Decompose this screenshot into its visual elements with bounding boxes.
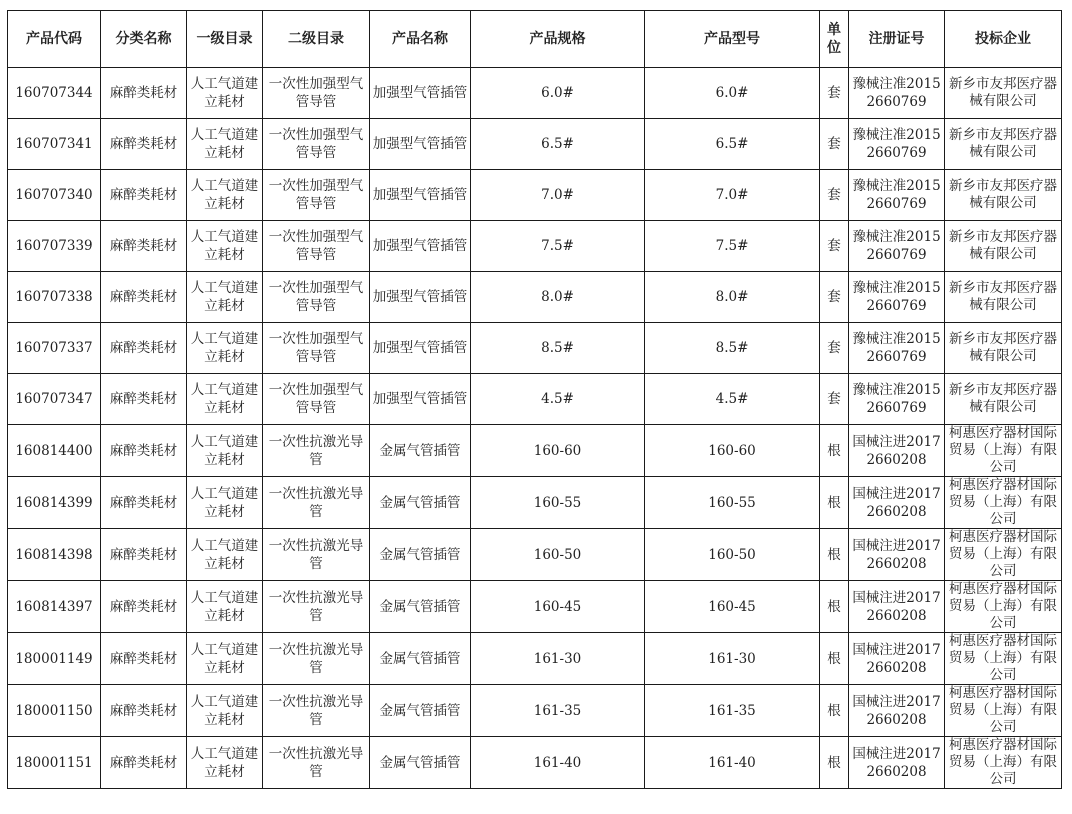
unit-cell: 套 xyxy=(820,119,849,170)
category-name-cell: 麻醉类耗材 xyxy=(101,374,187,425)
column-header-product-model: 产品型号 xyxy=(645,11,820,68)
product-name-cell: 加强型气管插管 xyxy=(370,374,471,425)
unit-cell: 套 xyxy=(820,272,849,323)
category-name-cell: 麻醉类耗材 xyxy=(101,221,187,272)
product-model-cell: 160-55 xyxy=(645,477,820,529)
registration-no-cell: 国械注进20172660208 xyxy=(849,477,945,529)
product-spec-cell: 7.0# xyxy=(471,170,645,221)
product-table xyxy=(7,10,1062,789)
unit-cell: 套 xyxy=(820,323,849,374)
product-name-cell: 金属气管插管 xyxy=(370,425,471,477)
column-header-product-code: 产品代码 xyxy=(8,11,101,68)
bidding-company-cell: 新乡市友邦医疗器械有限公司 xyxy=(945,221,1062,272)
level2-catalog-cell: 一次性抗激光导管 xyxy=(263,477,370,529)
product-code-cell: 160707337 xyxy=(8,323,101,374)
header-row xyxy=(8,11,1062,68)
product-spec-cell: 161-40 xyxy=(471,737,645,789)
bidding-company-cell: 柯惠医疗器材国际贸易（上海）有限公司 xyxy=(945,529,1062,581)
level1-catalog-cell: 人工气道建立耗材 xyxy=(187,323,263,374)
level2-catalog-cell: 一次性加强型气管导管 xyxy=(263,68,370,119)
bidding-company-cell: 柯惠医疗器材国际贸易（上海）有限公司 xyxy=(945,425,1062,477)
product-name-cell: 加强型气管插管 xyxy=(370,170,471,221)
product-code-cell: 180001149 xyxy=(8,633,101,685)
level1-catalog-cell: 人工气道建立耗材 xyxy=(187,68,263,119)
product-model-cell: 161-35 xyxy=(645,685,820,737)
column-header-unit: 单位 xyxy=(820,11,849,68)
table-row xyxy=(8,68,1062,119)
product-model-cell: 160-50 xyxy=(645,529,820,581)
level2-catalog-cell: 一次性加强型气管导管 xyxy=(263,170,370,221)
level2-catalog-cell: 一次性抗激光导管 xyxy=(263,685,370,737)
bidding-company-cell: 柯惠医疗器材国际贸易（上海）有限公司 xyxy=(945,685,1062,737)
table-header xyxy=(8,11,1062,68)
product-model-cell: 6.5# xyxy=(645,119,820,170)
level1-catalog-cell: 人工气道建立耗材 xyxy=(187,272,263,323)
category-name-cell: 麻醉类耗材 xyxy=(101,119,187,170)
level1-catalog-cell: 人工气道建立耗材 xyxy=(187,170,263,221)
unit-cell: 根 xyxy=(820,633,849,685)
level1-catalog-cell: 人工气道建立耗材 xyxy=(187,685,263,737)
level2-catalog-cell: 一次性抗激光导管 xyxy=(263,529,370,581)
level2-catalog-cell: 一次性加强型气管导管 xyxy=(263,272,370,323)
product-spec-cell: 6.0# xyxy=(471,68,645,119)
category-name-cell: 麻醉类耗材 xyxy=(101,685,187,737)
table-row xyxy=(8,374,1062,425)
table-row xyxy=(8,581,1062,633)
category-name-cell: 麻醉类耗材 xyxy=(101,272,187,323)
category-name-cell: 麻醉类耗材 xyxy=(101,581,187,633)
registration-no-cell: 国械注进20172660208 xyxy=(849,425,945,477)
product-code-cell: 180001150 xyxy=(8,685,101,737)
bidding-company-cell: 新乡市友邦医疗器械有限公司 xyxy=(945,68,1062,119)
table-row xyxy=(8,323,1062,374)
product-model-cell: 8.5# xyxy=(645,323,820,374)
product-code-cell: 160814399 xyxy=(8,477,101,529)
product-code-cell: 160707341 xyxy=(8,119,101,170)
bidding-company-cell: 新乡市友邦医疗器械有限公司 xyxy=(945,374,1062,425)
product-model-cell: 160-45 xyxy=(645,581,820,633)
column-header-registration-no: 注册证号 xyxy=(849,11,945,68)
registration-no-cell: 豫械注准20152660769 xyxy=(849,119,945,170)
column-header-level2-catalog: 二级目录 xyxy=(263,11,370,68)
column-header-product-spec: 产品规格 xyxy=(471,11,645,68)
unit-cell: 根 xyxy=(820,425,849,477)
registration-no-cell: 豫械注准20152660769 xyxy=(849,170,945,221)
product-name-cell: 金属气管插管 xyxy=(370,477,471,529)
product-code-cell: 160707340 xyxy=(8,170,101,221)
level1-catalog-cell: 人工气道建立耗材 xyxy=(187,374,263,425)
unit-cell: 根 xyxy=(820,685,849,737)
product-code-cell: 160707347 xyxy=(8,374,101,425)
product-spec-cell: 161-30 xyxy=(471,633,645,685)
product-code-cell: 160707339 xyxy=(8,221,101,272)
bidding-company-cell: 新乡市友邦医疗器械有限公司 xyxy=(945,272,1062,323)
level1-catalog-cell: 人工气道建立耗材 xyxy=(187,119,263,170)
product-name-cell: 加强型气管插管 xyxy=(370,272,471,323)
product-model-cell: 7.5# xyxy=(645,221,820,272)
registration-no-cell: 豫械注准20152660769 xyxy=(849,221,945,272)
registration-no-cell: 国械注进20172660208 xyxy=(849,737,945,789)
bidding-company-cell: 新乡市友邦医疗器械有限公司 xyxy=(945,119,1062,170)
document-page xyxy=(7,10,1061,789)
level2-catalog-cell: 一次性抗激光导管 xyxy=(263,581,370,633)
category-name-cell: 麻醉类耗材 xyxy=(101,425,187,477)
table-row xyxy=(8,737,1062,789)
level1-catalog-cell: 人工气道建立耗材 xyxy=(187,529,263,581)
product-model-cell: 161-30 xyxy=(645,633,820,685)
product-code-cell: 160707338 xyxy=(8,272,101,323)
product-code-cell: 160814397 xyxy=(8,581,101,633)
column-header-bidding-company: 投标企业 xyxy=(945,11,1062,68)
registration-no-cell: 国械注进20172660208 xyxy=(849,529,945,581)
product-spec-cell: 7.5# xyxy=(471,221,645,272)
table-row xyxy=(8,529,1062,581)
category-name-cell: 麻醉类耗材 xyxy=(101,737,187,789)
level2-catalog-cell: 一次性加强型气管导管 xyxy=(263,323,370,374)
table-row xyxy=(8,477,1062,529)
category-name-cell: 麻醉类耗材 xyxy=(101,477,187,529)
product-name-cell: 加强型气管插管 xyxy=(370,68,471,119)
registration-no-cell: 豫械注准20152660769 xyxy=(849,374,945,425)
product-name-cell: 金属气管插管 xyxy=(370,529,471,581)
bidding-company-cell: 新乡市友邦医疗器械有限公司 xyxy=(945,170,1062,221)
product-name-cell: 金属气管插管 xyxy=(370,633,471,685)
column-header-category-name: 分类名称 xyxy=(101,11,187,68)
table-row xyxy=(8,221,1062,272)
unit-cell: 根 xyxy=(820,737,849,789)
level1-catalog-cell: 人工气道建立耗材 xyxy=(187,425,263,477)
category-name-cell: 麻醉类耗材 xyxy=(101,170,187,221)
product-spec-cell: 160-55 xyxy=(471,477,645,529)
table-row xyxy=(8,633,1062,685)
bidding-company-cell: 新乡市友邦医疗器械有限公司 xyxy=(945,323,1062,374)
product-code-cell: 160814400 xyxy=(8,425,101,477)
registration-no-cell: 国械注进20172660208 xyxy=(849,581,945,633)
level2-catalog-cell: 一次性加强型气管导管 xyxy=(263,221,370,272)
product-name-cell: 金属气管插管 xyxy=(370,737,471,789)
level1-catalog-cell: 人工气道建立耗材 xyxy=(187,737,263,789)
product-spec-cell: 161-35 xyxy=(471,685,645,737)
table-body xyxy=(8,68,1062,789)
category-name-cell: 麻醉类耗材 xyxy=(101,68,187,119)
table-row xyxy=(8,119,1062,170)
level2-catalog-cell: 一次性抗激光导管 xyxy=(263,737,370,789)
level1-catalog-cell: 人工气道建立耗材 xyxy=(187,581,263,633)
table-row xyxy=(8,685,1062,737)
level1-catalog-cell: 人工气道建立耗材 xyxy=(187,633,263,685)
product-model-cell: 8.0# xyxy=(645,272,820,323)
product-spec-cell: 160-50 xyxy=(471,529,645,581)
product-model-cell: 161-40 xyxy=(645,737,820,789)
category-name-cell: 麻醉类耗材 xyxy=(101,529,187,581)
category-name-cell: 麻醉类耗材 xyxy=(101,633,187,685)
product-spec-cell: 8.5# xyxy=(471,323,645,374)
column-header-level1-catalog: 一级目录 xyxy=(187,11,263,68)
product-model-cell: 6.0# xyxy=(645,68,820,119)
product-name-cell: 金属气管插管 xyxy=(370,581,471,633)
product-code-cell: 160707344 xyxy=(8,68,101,119)
unit-cell: 根 xyxy=(820,581,849,633)
unit-cell: 根 xyxy=(820,529,849,581)
unit-cell: 套 xyxy=(820,170,849,221)
unit-cell: 套 xyxy=(820,68,849,119)
product-spec-cell: 8.0# xyxy=(471,272,645,323)
unit-cell: 根 xyxy=(820,477,849,529)
product-spec-cell: 160-60 xyxy=(471,425,645,477)
bidding-company-cell: 柯惠医疗器材国际贸易（上海）有限公司 xyxy=(945,477,1062,529)
product-name-cell: 金属气管插管 xyxy=(370,685,471,737)
registration-no-cell: 豫械注准20152660769 xyxy=(849,272,945,323)
bidding-company-cell: 柯惠医疗器材国际贸易（上海）有限公司 xyxy=(945,581,1062,633)
level2-catalog-cell: 一次性加强型气管导管 xyxy=(263,119,370,170)
product-model-cell: 7.0# xyxy=(645,170,820,221)
registration-no-cell: 豫械注准20152660769 xyxy=(849,68,945,119)
registration-no-cell: 豫械注准20152660769 xyxy=(849,323,945,374)
table-row xyxy=(8,425,1062,477)
product-code-cell: 180001151 xyxy=(8,737,101,789)
column-header-product-name: 产品名称 xyxy=(370,11,471,68)
product-code-cell: 160814398 xyxy=(8,529,101,581)
unit-cell: 套 xyxy=(820,374,849,425)
level2-catalog-cell: 一次性抗激光导管 xyxy=(263,633,370,685)
category-name-cell: 麻醉类耗材 xyxy=(101,323,187,374)
bidding-company-cell: 柯惠医疗器材国际贸易（上海）有限公司 xyxy=(945,737,1062,789)
product-name-cell: 加强型气管插管 xyxy=(370,221,471,272)
bidding-company-cell: 柯惠医疗器材国际贸易（上海）有限公司 xyxy=(945,633,1062,685)
table-row xyxy=(8,170,1062,221)
unit-cell: 套 xyxy=(820,221,849,272)
registration-no-cell: 国械注进20172660208 xyxy=(849,685,945,737)
product-spec-cell: 4.5# xyxy=(471,374,645,425)
level2-catalog-cell: 一次性抗激光导管 xyxy=(263,425,370,477)
product-model-cell: 160-60 xyxy=(645,425,820,477)
product-model-cell: 4.5# xyxy=(645,374,820,425)
level2-catalog-cell: 一次性加强型气管导管 xyxy=(263,374,370,425)
product-name-cell: 加强型气管插管 xyxy=(370,323,471,374)
product-spec-cell: 160-45 xyxy=(471,581,645,633)
level1-catalog-cell: 人工气道建立耗材 xyxy=(187,477,263,529)
product-name-cell: 加强型气管插管 xyxy=(370,119,471,170)
product-spec-cell: 6.5# xyxy=(471,119,645,170)
table-row xyxy=(8,272,1062,323)
registration-no-cell: 国械注进20172660208 xyxy=(849,633,945,685)
level1-catalog-cell: 人工气道建立耗材 xyxy=(187,221,263,272)
